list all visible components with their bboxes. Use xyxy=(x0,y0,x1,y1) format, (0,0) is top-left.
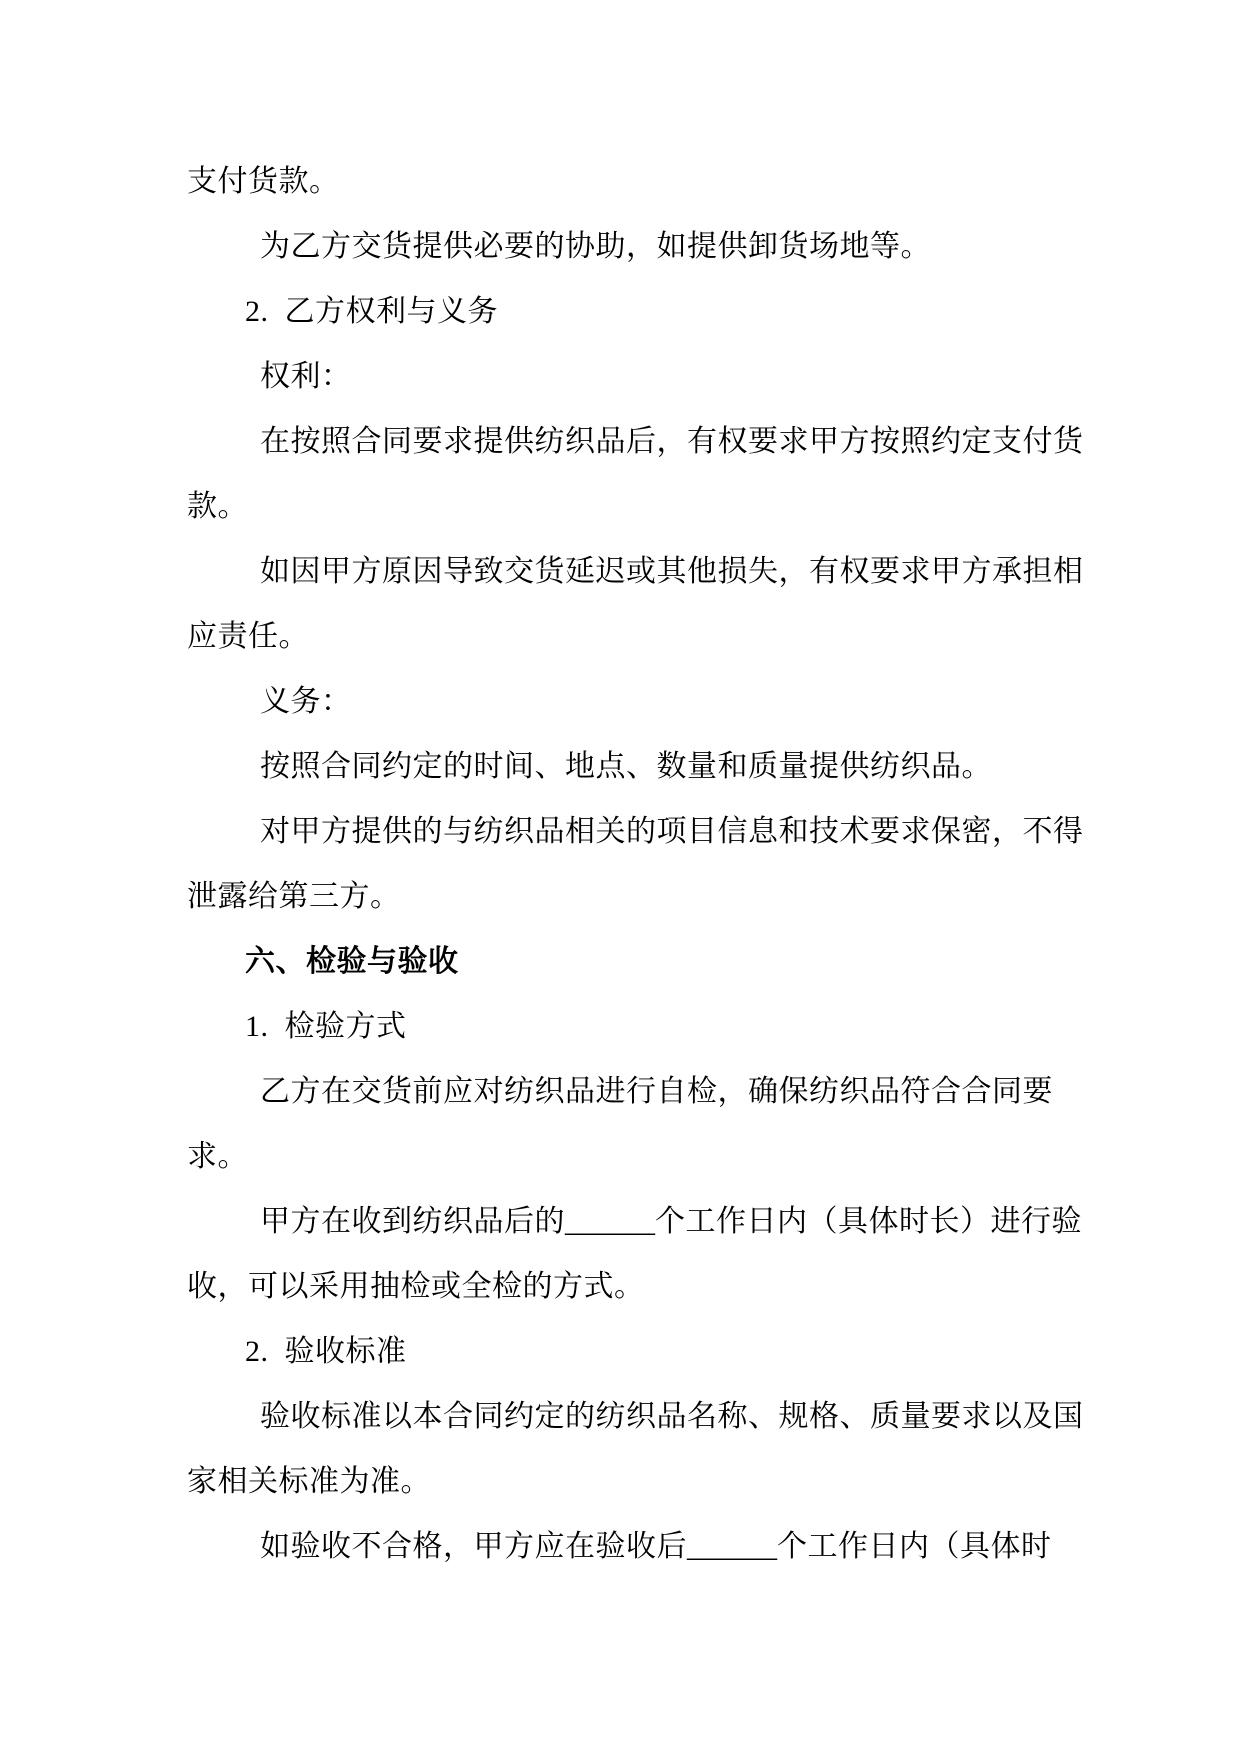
text-line: 泄露给第三方。 xyxy=(187,880,401,913)
text-line: 收，可以采用抽检或全检的方式。 xyxy=(187,1270,645,1303)
section-heading: 六、检验与验收 xyxy=(245,945,459,978)
text-line: 按照合同约定的时间、地点、数量和质量提供纺织品。 xyxy=(260,750,992,783)
text-segment: 个工作日内（具体时长）进行验 xyxy=(655,1205,1082,1238)
text-segment: 甲方在收到纺织品后的 xyxy=(260,1205,565,1238)
text-line: 为乙方交货提供必要的协助，如提供卸货场地等。 xyxy=(260,230,931,263)
numbered-item: 1. 检验方式 xyxy=(245,1010,407,1043)
numbered-item: 2. 乙方权利与义务 xyxy=(245,295,498,328)
text-line: 义务： xyxy=(260,685,352,718)
text-line: 如因甲方原因导致交货延迟或其他损失，有权要求甲方承担相 xyxy=(260,555,1084,588)
text-line-with-blank xyxy=(187,1514,1077,1579)
fill-in-blank: ______ xyxy=(687,1530,777,1563)
text-segment: 如验收不合格，甲方应在验收后 xyxy=(260,1530,687,1563)
numbered-item: 2. 验收标准 xyxy=(245,1335,407,1368)
text-segment: 个工作日内（具体时 xyxy=(777,1530,1052,1563)
text-line: 在按照合同要求提供纺织品后，有权要求甲方按照约定支付货 xyxy=(260,425,1084,458)
text-line: 求。 xyxy=(187,1140,248,1173)
text-line: 支付货款。 xyxy=(187,165,340,198)
text-line: 款。 xyxy=(187,490,248,523)
text-line: 应责任。 xyxy=(187,620,309,653)
contract-body xyxy=(187,149,1084,1579)
text-line: 乙方在交货前应对纺织品进行自检，确保纺织品符合合同要 xyxy=(260,1075,1053,1108)
text-line: 家相关标准为准。 xyxy=(187,1465,431,1498)
text-line: 权利： xyxy=(260,360,352,393)
text-line: 验收标准以本合同约定的纺织品名称、规格、质量要求以及国 xyxy=(260,1400,1084,1433)
text-line-with-blank xyxy=(187,1189,1082,1254)
fill-in-blank: ______ xyxy=(565,1205,655,1238)
text-line: 对甲方提供的与纺织品相关的项目信息和技术要求保密，不得 xyxy=(260,815,1084,848)
